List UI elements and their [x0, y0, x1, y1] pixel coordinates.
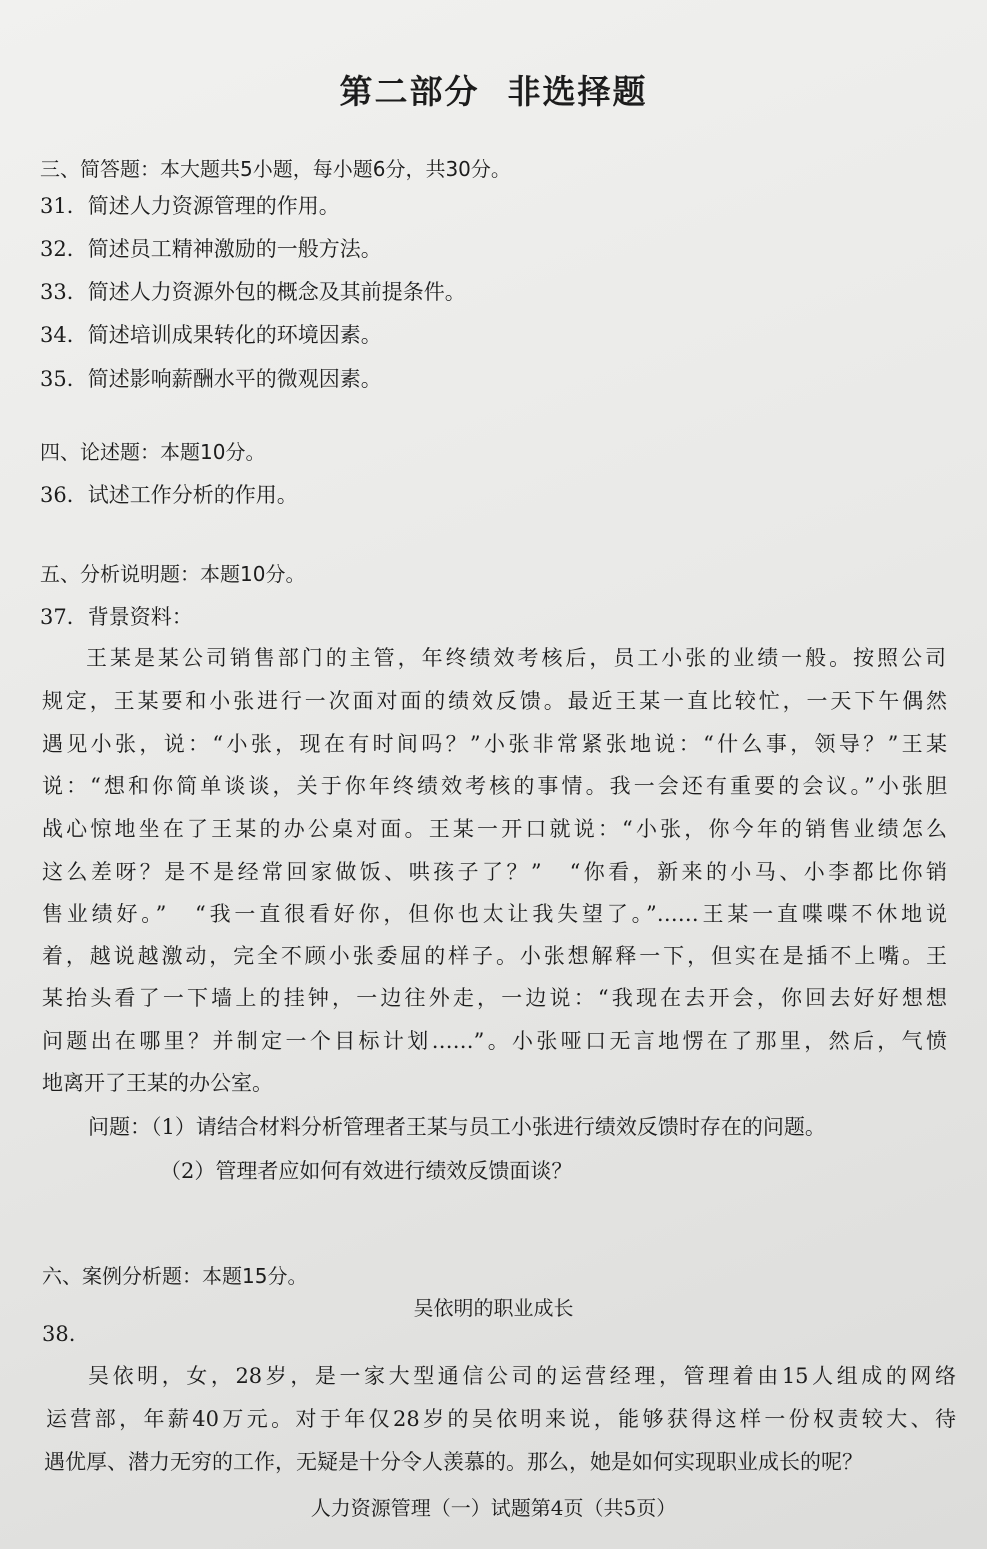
question-36: 36．试述工作分析的作用。: [40, 483, 298, 507]
case-line: 吴依明，女，28岁，是一家大型通信公司的运营经理，管理着由15人组成的网络: [88, 1364, 956, 1388]
question-32: 32．简述员工精神激励的一般方法。: [40, 237, 382, 261]
paragraph-line: 王某是某公司销售部门的主管，年终绩效考核后，员工小张的业绩一般。按照公司: [86, 646, 946, 670]
question-31: 31．简述人力资源管理的作用。: [40, 194, 340, 218]
question-33: 33．简述人力资源外包的概念及其前提条件。: [40, 280, 466, 304]
question-37-label: 37．背景资料：: [40, 605, 193, 629]
part-name: 非选择题: [507, 72, 648, 111]
question-37-1: 问题：（1）请结合材料分析管理者王某与员工小张进行绩效反馈时存在的问题。: [88, 1115, 826, 1139]
paragraph-line: 规定，王某要和小张进行一次面对面的绩效反馈。最近王某一直比较忙，一天下午偶然: [42, 689, 947, 713]
paragraph-line: 售业绩好。” “我一直很看好你，但你也太让我失望了。”……王某一直喋喋不休地说: [42, 902, 947, 926]
section-3-heading: 三、简答题：本大题共5小题，每小题6分，共30分。: [40, 157, 511, 181]
question-38-number: 38.: [42, 1322, 76, 1346]
case-line: 运营部，年薪40万元。对于年仅28岁的吴依明来说，能够获得这样一份权责较大、待: [46, 1407, 956, 1431]
page-footer: 人力资源管理（一）试题第4页（共5页）: [310, 1496, 677, 1520]
paragraph-line: 某抬头看了一下墙上的挂钟，一边往外走，一边说：“我现在去开会，你回去好好想想: [42, 986, 947, 1010]
paragraph-line: 说：“想和你简单谈谈，关于你年终绩效考核的事情。我一会还有重要的会议。”小张胆: [42, 774, 947, 798]
page-title: [0, 66, 987, 113]
question-37-2: （2）管理者应如何有效进行绩效反馈面谈？: [160, 1159, 573, 1183]
part-label: 第二部分: [339, 72, 480, 111]
section-5-heading: 五、分析说明题：本题10分。: [40, 562, 306, 586]
paragraph-line: 问题出在哪里？并制定一个目标计划……”。小张哑口无言地愣在了那里，然后，气愤: [42, 1029, 947, 1053]
case-title: 吴依明的职业成长: [413, 1296, 574, 1320]
section-6-heading: 六、案例分析题：本题15分。: [42, 1264, 308, 1288]
section-4-heading: 四、论述题：本题10分。: [40, 440, 266, 464]
case-line: 遇优厚、潜力无穷的工作，无疑是十分令人羡慕的。那么，她是如何实现职业成长的呢？: [44, 1450, 863, 1474]
paragraph-line: 遇见小张，说：“小张，现在有时间吗？”小张非常紧张地说：“什么事，领导？”王某: [42, 732, 947, 756]
paragraph-line: 这么差呀？是不是经常回家做饭、哄孩子了？” “你看，新来的小马、小李都比你销: [42, 860, 947, 884]
paragraph-line: 着，越说越激动，完全不顾小张委屈的样子。小张想解释一下，但实在是插不上嘴。王: [42, 944, 947, 968]
paragraph-line: 地离开了王某的办公室。: [42, 1071, 273, 1095]
paragraph-line: 战心惊地坐在了王某的办公桌对面。王某一开口就说：“小张，你今年的销售业绩怎么: [42, 817, 947, 841]
question-35: 35．简述影响薪酬水平的微观因素。: [40, 367, 382, 391]
question-34: 34．简述培训成果转化的环境因素。: [40, 323, 382, 347]
